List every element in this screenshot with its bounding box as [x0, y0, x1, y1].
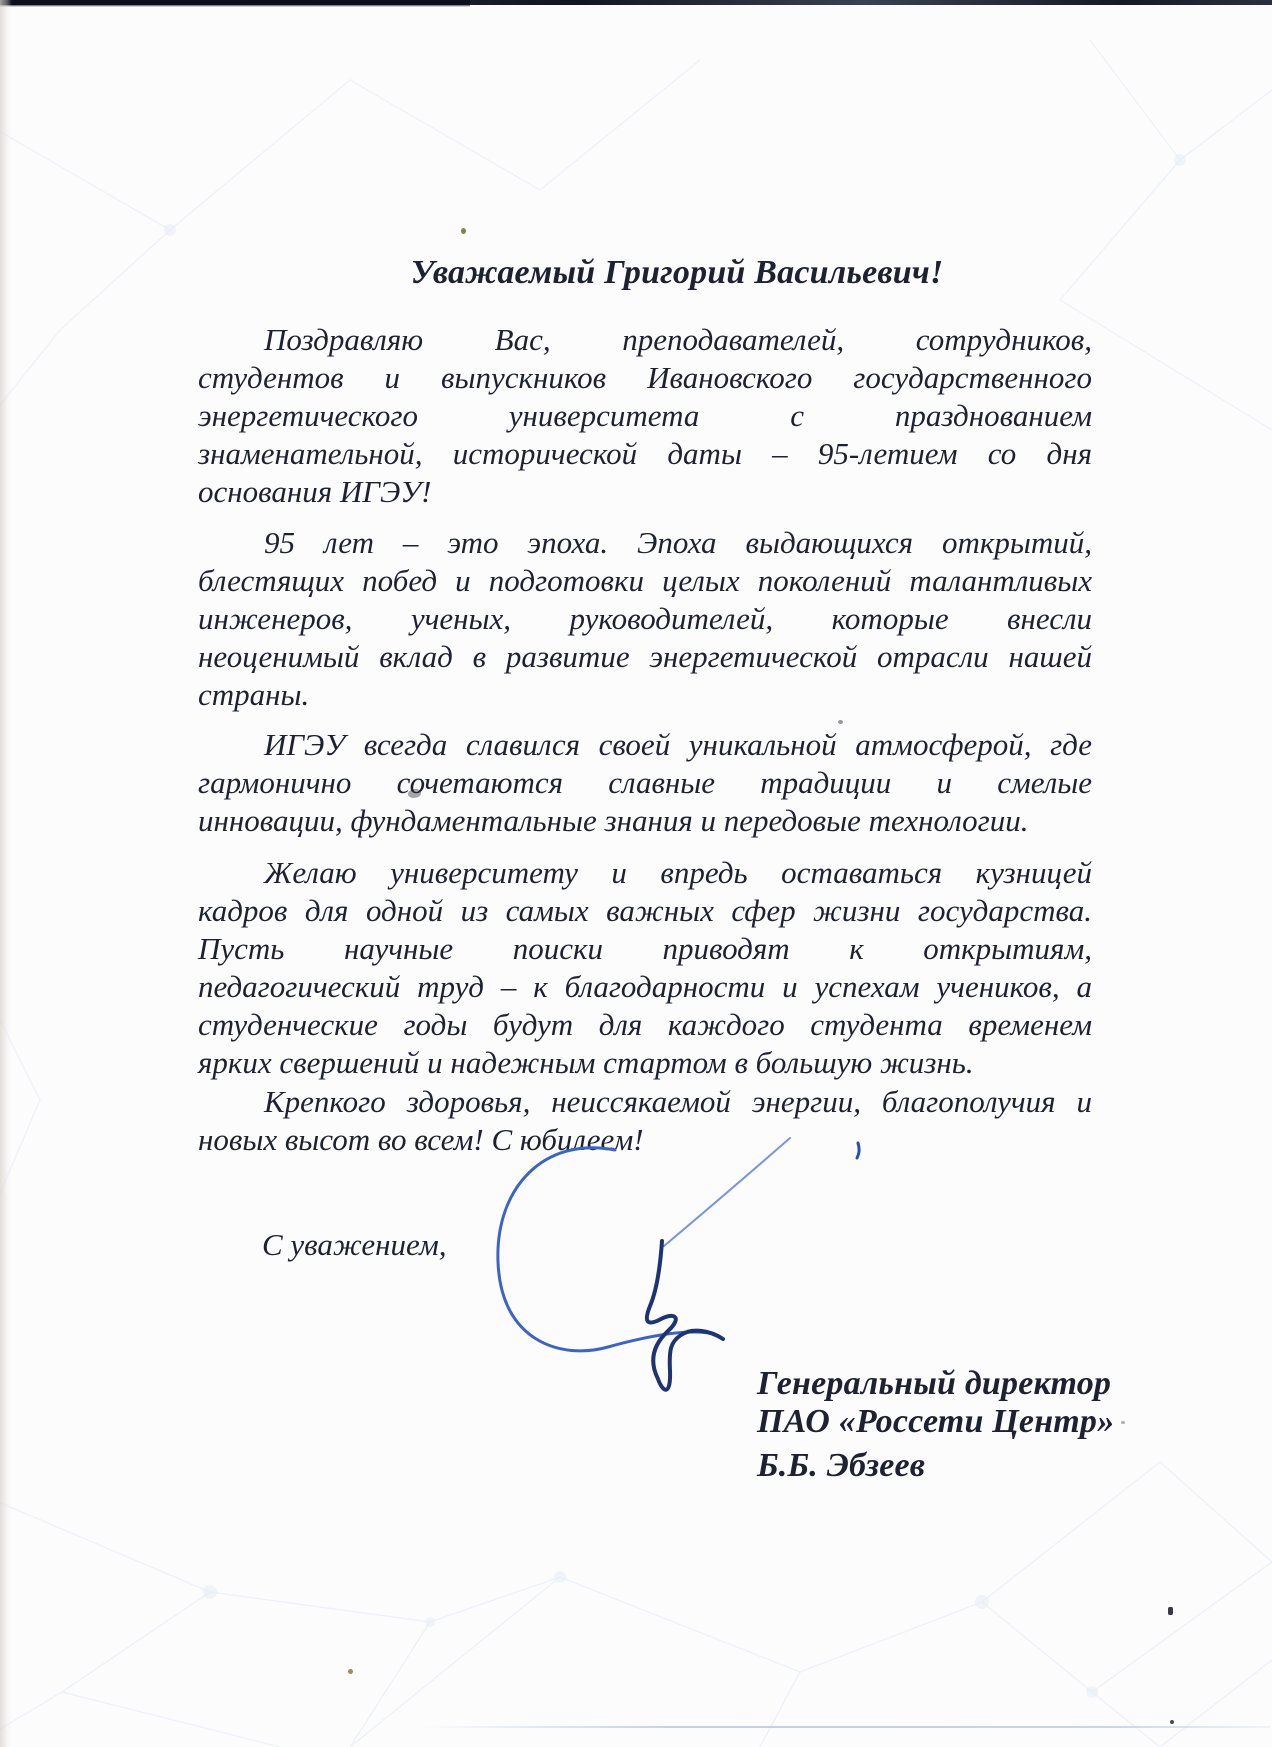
letter-line: основания ИГЭУ! [198, 474, 432, 509]
scan-speck [1168, 1607, 1173, 1615]
paragraph-3 [198, 726, 1092, 840]
letter-line: Пусть научные поиски приводят к открытиям, [198, 931, 1092, 966]
letter-line: кадров для одной из самых важных сфер жизни государства. [198, 893, 1092, 928]
scan-speck [1170, 1720, 1174, 1724]
scan-speck [461, 228, 466, 234]
paragraph-1 [198, 321, 1092, 511]
letter-line: знаменательной, исторической даты – 95-летием со дня [198, 436, 1092, 471]
letter-line: студенческие годы будут для каждого студента временем [198, 1007, 1092, 1042]
letter-line: 95 лет – это эпоха. Эпоха выдающихся открытий, [264, 525, 1092, 560]
letter-line: студентов и выпускников Ивановского государственного [198, 360, 1092, 395]
letter-line: инновации, фундаментальные знания и передовые технологии. [198, 803, 1029, 838]
scan-line-bottom [418, 1726, 1270, 1728]
paragraph-2 [198, 524, 1092, 714]
scan-edge-top-dark [0, 0, 470, 7]
salutation: Уважаемый Григорий Васильевич! [410, 254, 944, 291]
letter-line: инженеров, ученых, руководителей, которые внесли [198, 601, 1092, 636]
scan-speck [348, 1669, 353, 1674]
signer-title: Генеральный директор [757, 1365, 1112, 1402]
letter-line: ярких свершений и надежным стартом в большую жизнь. [198, 1045, 974, 1080]
scan-speck [838, 720, 843, 724]
letter-line: ИГЭУ всегда славился своей уникальной атмосферой, где [264, 727, 1092, 762]
letter-line: новых высот во всем! С юбилеем! [198, 1122, 644, 1157]
letter-line: педагогический труд – к благодарности и успехам учеников, а [198, 969, 1092, 1004]
letter-line: гармонично сочетаются славные традиции и смелые [198, 765, 1092, 800]
scan-edge-left [0, 0, 12, 1747]
paragraph-4 [198, 854, 1092, 1082]
letter-line: Желаю университету и впредь оставаться кузницей [264, 855, 1092, 890]
letter-line: блестящих побед и подготовки целых поколений талантливых [198, 563, 1092, 598]
letter-line: неоценимый вклад в развитие энергетической отрасли нашей [198, 639, 1092, 674]
closing-salutation: С уважением, [262, 1227, 447, 1262]
scan-speck [1121, 1421, 1125, 1424]
signer-name: Б.Б. Эбзеев [757, 1447, 926, 1484]
signer-company: ПАО «Россети Центр» [757, 1403, 1115, 1440]
letter-line: страны. [198, 677, 310, 712]
letter-line: Крепкого здоровья, неиссякаемой энергии, благополучия и [264, 1084, 1092, 1119]
letter-line: Поздравляю Вас, преподавателей, сотрудников, [264, 322, 1092, 357]
letter-line: энергетического университета с празднованием [198, 398, 1092, 433]
